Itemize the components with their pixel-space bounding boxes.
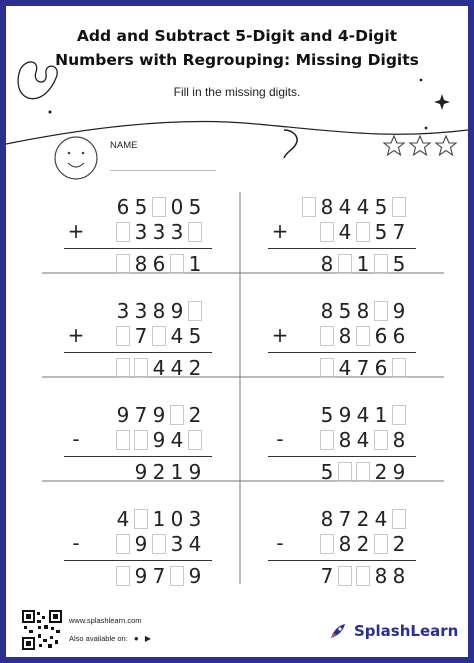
digit: 5 bbox=[392, 252, 406, 276]
missing-digit-box[interactable] bbox=[320, 358, 334, 378]
digit: 7 bbox=[320, 564, 334, 588]
digit: 5 bbox=[374, 195, 388, 219]
missing-digit-box[interactable] bbox=[152, 326, 166, 346]
star-icon bbox=[410, 136, 430, 155]
missing-digit-box[interactable] bbox=[338, 566, 352, 586]
missing-digit-box[interactable] bbox=[392, 509, 406, 529]
bottom-number bbox=[114, 219, 204, 245]
problem-7 bbox=[64, 500, 264, 610]
digit: 9 bbox=[134, 460, 148, 484]
top-number bbox=[114, 298, 204, 324]
bottom-number bbox=[318, 531, 408, 557]
digit: 1 bbox=[152, 507, 166, 531]
top-number bbox=[318, 402, 408, 428]
digit: 8 bbox=[392, 564, 406, 588]
digit: 5 bbox=[320, 403, 334, 427]
missing-digit-box[interactable] bbox=[152, 197, 166, 217]
bottom-number bbox=[114, 531, 204, 557]
also-available-row bbox=[69, 634, 151, 643]
missing-digit-box[interactable] bbox=[302, 197, 316, 217]
digit: 2 bbox=[356, 532, 370, 556]
problem-2 bbox=[268, 188, 468, 298]
digit: 7 bbox=[152, 564, 166, 588]
name-field[interactable] bbox=[110, 170, 216, 171]
digit: 4 bbox=[338, 356, 352, 380]
missing-digit-box[interactable] bbox=[374, 254, 388, 274]
missing-digit-box[interactable] bbox=[338, 254, 352, 274]
digit: 8 bbox=[320, 195, 334, 219]
digit: 4 bbox=[338, 195, 352, 219]
apple-icon: ● bbox=[133, 634, 139, 643]
digit: 4 bbox=[374, 507, 388, 531]
missing-digit-box[interactable] bbox=[116, 222, 130, 242]
digit: 9 bbox=[338, 403, 352, 427]
minus-sign: - bbox=[276, 427, 284, 451]
digit: 1 bbox=[374, 403, 388, 427]
digit: 9 bbox=[392, 299, 406, 323]
bottom-number bbox=[318, 219, 408, 245]
digit: 5 bbox=[338, 299, 352, 323]
plus-sign: + bbox=[67, 219, 85, 243]
smiley-face-icon bbox=[55, 137, 97, 179]
answer-number bbox=[114, 251, 204, 277]
problem-5 bbox=[64, 396, 264, 506]
digit: 4 bbox=[356, 403, 370, 427]
missing-digit-box[interactable] bbox=[320, 430, 334, 450]
digit: 1 bbox=[356, 252, 370, 276]
answer-number bbox=[318, 563, 408, 589]
missing-digit-box[interactable] bbox=[356, 222, 370, 242]
also-available-label: Also available on: bbox=[69, 634, 128, 643]
digit: 0 bbox=[170, 195, 184, 219]
missing-digit-box[interactable] bbox=[392, 197, 406, 217]
missing-digit-box[interactable] bbox=[392, 358, 406, 378]
digit: 5 bbox=[320, 460, 334, 484]
problem-6 bbox=[268, 396, 468, 506]
digit: 8 bbox=[338, 532, 352, 556]
digit: 9 bbox=[188, 460, 202, 484]
digit: 4 bbox=[356, 195, 370, 219]
wave-line bbox=[6, 121, 468, 144]
answer-number bbox=[114, 563, 204, 589]
digit: 2 bbox=[374, 460, 388, 484]
digit: 3 bbox=[188, 507, 202, 531]
minus-sign: - bbox=[276, 531, 284, 555]
missing-digit-box[interactable] bbox=[320, 222, 334, 242]
minus-sign: - bbox=[72, 531, 80, 555]
digit: 5 bbox=[134, 195, 148, 219]
digit: 8 bbox=[338, 324, 352, 348]
digit: 8 bbox=[320, 252, 334, 276]
star-icon bbox=[436, 136, 456, 155]
digit: 7 bbox=[134, 403, 148, 427]
smiley-mouth bbox=[68, 163, 84, 167]
star-icon bbox=[384, 136, 404, 155]
digit: 3 bbox=[170, 532, 184, 556]
digit: 9 bbox=[392, 460, 406, 484]
missing-digit-box[interactable] bbox=[116, 254, 130, 274]
bottom-number bbox=[318, 427, 408, 453]
digit: 9 bbox=[134, 564, 148, 588]
plus-sign: + bbox=[271, 323, 289, 347]
digit: 6 bbox=[374, 356, 388, 380]
minus-sign: - bbox=[72, 427, 80, 451]
digit: 7 bbox=[392, 220, 406, 244]
digit: 4 bbox=[170, 428, 184, 452]
answer-line bbox=[268, 352, 416, 353]
page-title bbox=[26, 24, 448, 72]
missing-digit-box[interactable] bbox=[134, 509, 148, 529]
digit: 5 bbox=[374, 220, 388, 244]
digit: 6 bbox=[392, 324, 406, 348]
digit: 2 bbox=[152, 460, 166, 484]
missing-digit-box[interactable] bbox=[116, 326, 130, 346]
dot-decoration bbox=[425, 127, 428, 130]
digit: 4 bbox=[338, 220, 352, 244]
smiley-eye bbox=[68, 152, 71, 155]
answer-number bbox=[318, 459, 408, 485]
missing-digit-box[interactable] bbox=[338, 462, 352, 482]
missing-digit-box[interactable] bbox=[356, 326, 370, 346]
swirl-decoration bbox=[284, 130, 297, 158]
missing-digit-box[interactable] bbox=[116, 566, 130, 586]
digit: 8 bbox=[134, 252, 148, 276]
name-label: NAME bbox=[110, 140, 138, 151]
digit: 4 bbox=[152, 356, 166, 380]
missing-digit-box[interactable] bbox=[188, 430, 202, 450]
digit: 5 bbox=[188, 324, 202, 348]
problem-3 bbox=[64, 292, 264, 402]
website-link[interactable]: www.splashlearn.com bbox=[69, 616, 142, 625]
bottom-number bbox=[318, 323, 408, 349]
answer-line bbox=[64, 560, 212, 561]
digit: 3 bbox=[152, 220, 166, 244]
digit: 2 bbox=[188, 403, 202, 427]
digit: 7 bbox=[338, 507, 352, 531]
missing-digit-box[interactable] bbox=[374, 430, 388, 450]
digit: 9 bbox=[170, 299, 184, 323]
missing-digit-box[interactable] bbox=[356, 462, 370, 482]
digit: 9 bbox=[152, 428, 166, 452]
digit: 3 bbox=[134, 220, 148, 244]
qr-code-icon bbox=[22, 610, 62, 650]
digit: 8 bbox=[320, 507, 334, 531]
digit: 4 bbox=[116, 507, 130, 531]
digit: 9 bbox=[152, 403, 166, 427]
top-number bbox=[114, 402, 204, 428]
digit: 5 bbox=[188, 195, 202, 219]
digit: 2 bbox=[392, 532, 406, 556]
answer-number bbox=[114, 355, 204, 381]
missing-digit-box[interactable] bbox=[116, 534, 130, 554]
missing-digit-box[interactable] bbox=[116, 358, 130, 378]
missing-digit-box[interactable] bbox=[356, 566, 370, 586]
digit: 8 bbox=[320, 299, 334, 323]
dot-decoration bbox=[420, 79, 423, 82]
top-number bbox=[318, 298, 408, 324]
digit: 4 bbox=[356, 428, 370, 452]
missing-digit-box[interactable] bbox=[152, 534, 166, 554]
plus-sign: + bbox=[271, 219, 289, 243]
missing-digit-box[interactable] bbox=[170, 405, 184, 425]
digit: 2 bbox=[188, 356, 202, 380]
digit: 6 bbox=[374, 324, 388, 348]
digit: 4 bbox=[170, 324, 184, 348]
missing-digit-box[interactable] bbox=[170, 566, 184, 586]
answer-line bbox=[268, 248, 416, 249]
problem-8 bbox=[268, 500, 468, 610]
missing-digit-box[interactable] bbox=[392, 405, 406, 425]
top-number bbox=[300, 194, 408, 220]
digit: 8 bbox=[356, 299, 370, 323]
missing-digit-box[interactable] bbox=[320, 534, 334, 554]
answer-line bbox=[268, 560, 416, 561]
missing-digit-box[interactable] bbox=[134, 430, 148, 450]
missing-digit-box[interactable] bbox=[188, 301, 202, 321]
digit: 9 bbox=[116, 403, 130, 427]
dot-decoration bbox=[49, 111, 52, 114]
digit: 3 bbox=[134, 299, 148, 323]
digit: 1 bbox=[170, 460, 184, 484]
digit: 6 bbox=[116, 195, 130, 219]
digit: 4 bbox=[170, 356, 184, 380]
bottom-number bbox=[114, 323, 204, 349]
digit: 9 bbox=[188, 564, 202, 588]
missing-digit-box[interactable] bbox=[320, 326, 334, 346]
missing-digit-box[interactable] bbox=[134, 358, 148, 378]
title-line-1: Add and Subtract 5-Digit and 4-Digit bbox=[76, 27, 398, 45]
answer-number bbox=[132, 459, 204, 485]
digit: 9 bbox=[134, 532, 148, 556]
missing-digit-box[interactable] bbox=[170, 254, 184, 274]
digit: 7 bbox=[356, 356, 370, 380]
digit: 0 bbox=[170, 507, 184, 531]
answer-number bbox=[318, 251, 408, 277]
digit: 2 bbox=[356, 507, 370, 531]
answer-line bbox=[64, 352, 212, 353]
title-line-2: Numbers with Regrouping: Missing Digits bbox=[55, 51, 419, 69]
digit: 8 bbox=[374, 564, 388, 588]
missing-digit-box[interactable] bbox=[374, 301, 388, 321]
instructions: Fill in the missing digits. bbox=[173, 85, 301, 99]
digit: 8 bbox=[338, 428, 352, 452]
play-store-icon: ▶ bbox=[144, 634, 151, 643]
top-number bbox=[114, 506, 204, 532]
rocket-icon bbox=[328, 621, 348, 641]
answer-line bbox=[268, 456, 416, 457]
top-number bbox=[114, 194, 204, 220]
top-number bbox=[318, 506, 408, 532]
problem-4 bbox=[268, 292, 468, 402]
bottom-number bbox=[114, 427, 204, 453]
answer-line bbox=[64, 248, 212, 249]
digit: 7 bbox=[134, 324, 148, 348]
digit: 6 bbox=[152, 252, 166, 276]
missing-digit-box[interactable] bbox=[188, 222, 202, 242]
plus-sign: + bbox=[67, 323, 85, 347]
digit: 8 bbox=[152, 299, 166, 323]
answer-line bbox=[64, 456, 212, 457]
digit: 8 bbox=[392, 428, 406, 452]
digit: 3 bbox=[170, 220, 184, 244]
digit: 4 bbox=[188, 532, 202, 556]
missing-digit-box[interactable] bbox=[116, 430, 130, 450]
splashlearn-logo bbox=[328, 621, 458, 641]
digit: 3 bbox=[116, 299, 130, 323]
missing-digit-box[interactable] bbox=[374, 534, 388, 554]
digit: 1 bbox=[188, 252, 202, 276]
answer-number bbox=[318, 355, 408, 381]
smiley-eye bbox=[82, 152, 85, 155]
problem-1 bbox=[64, 188, 264, 298]
brand-name: SplashLearn bbox=[354, 622, 459, 640]
